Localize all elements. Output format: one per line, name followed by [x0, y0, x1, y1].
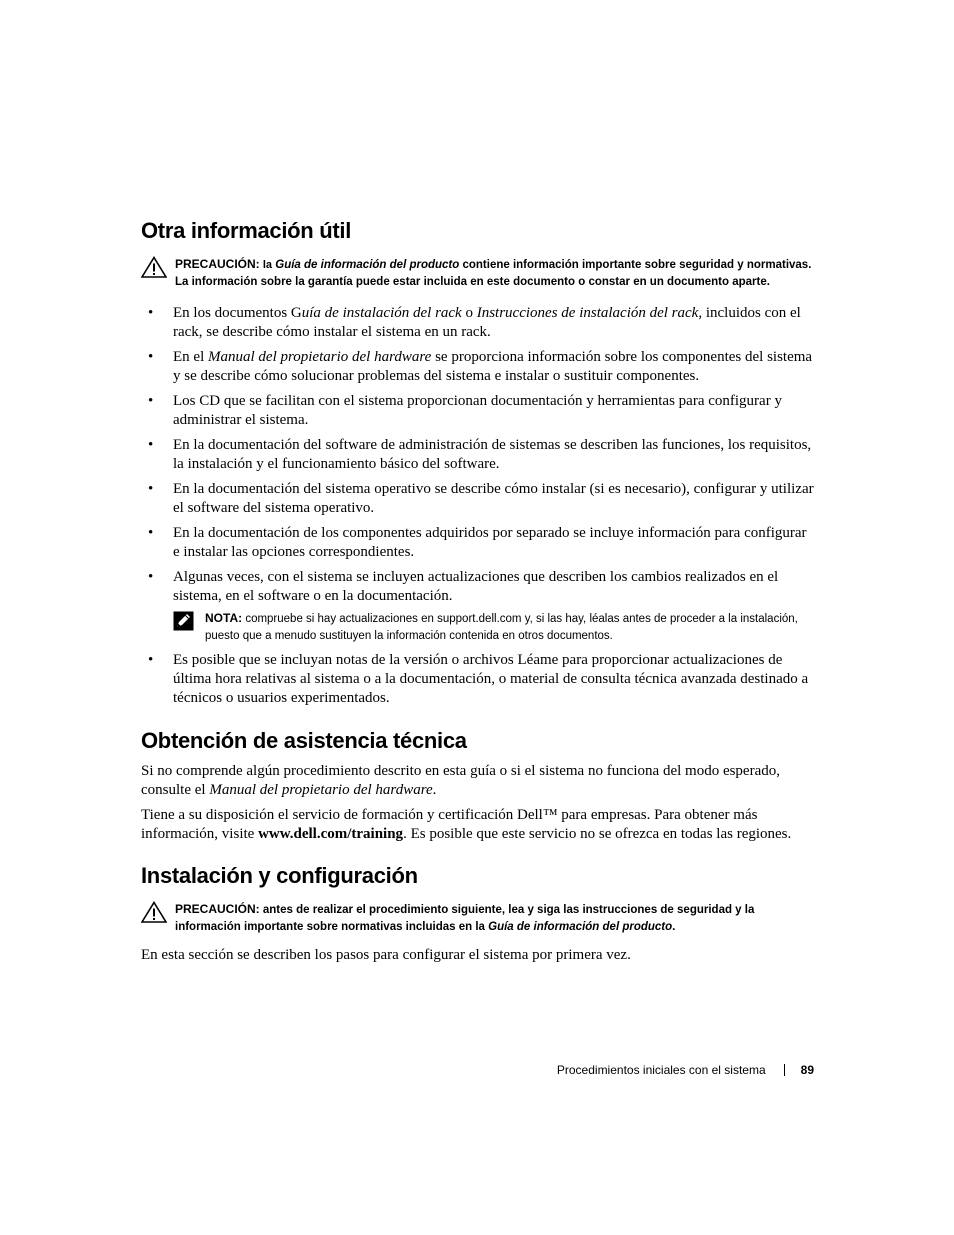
- page-footer: [557, 1062, 814, 1078]
- page-number: 89: [800, 1063, 814, 1077]
- caution-label: PRECAUCIÓN:: [175, 257, 260, 271]
- section-title-otra-informacion: Otra información útil: [141, 218, 352, 243]
- section-title-asistencia: Obtención de asistencia técnica: [141, 728, 467, 753]
- footer-chapter-title: Procedimientos iniciales con el sistema: [556, 1063, 766, 1077]
- paragraph: Tiene a su disposición el servicio de formación y certificación Dell™ para empresas. Para obtener más información, visite www.dell.com/training. Es posible que este servicio no se ofrezca en todas las regiones.: [141, 807, 792, 842]
- warning-triangle-icon: [141, 256, 167, 278]
- note-text-post: y, si las hay, léalas antes de proceder a la instalación, puesto que a menudo sustituyen la información contenida en otros documentos.: [205, 613, 798, 642]
- note-pencil-icon: [173, 611, 194, 631]
- caution-notice: [141, 256, 816, 291]
- caution-notice: [141, 901, 816, 936]
- caution-product-guide: Guía de información del producto: [488, 921, 673, 933]
- list-item: • En la documentación de los componentes adquiridos por separado se incluye información para configurar e instalar las opciones correspondientes.: [148, 525, 807, 560]
- page-content: [141, 216, 816, 971]
- caution-text-post: .: [672, 921, 676, 933]
- note-notice: [173, 610, 816, 645]
- caution-product-guide: Guía de información del producto: [275, 259, 460, 271]
- footer-separator: [784, 1064, 785, 1076]
- list-item: • En la documentación del sistema operativo se describe cómo instalar (si es necesario), configurar y utilizar el software del sistema operativo.: [148, 481, 814, 516]
- training-link[interactable]: www.dell.com/training: [258, 826, 404, 842]
- list-item: • Algunas veces, con el sistema se incluyen actualizaciones que describen los cambios realizados en el sistema, en el software o en la documentación.: [148, 569, 779, 604]
- warning-triangle-icon: [141, 901, 167, 923]
- caution-label: PRECAUCIÓN:: [175, 902, 260, 916]
- section-body: [141, 946, 816, 965]
- info-list: [141, 304, 816, 606]
- list-item: • En la documentación del software de administración de sistemas se describen las funciones, los requisitos, la instalación y el funcionamiento básico del software.: [148, 437, 812, 472]
- support-link[interactable]: support.dell.com: [437, 613, 522, 625]
- list-item: • Los CD que se facilitan con el sistema proporcionan documentación y herramientas para configurar y administrar el sistema.: [148, 393, 782, 428]
- caution-text-pre: la: [262, 259, 273, 271]
- note-text-pre: compruebe si hay actualizaciones en: [245, 613, 434, 625]
- caution-text-pre: antes de realizar el procedimiento siguiente, lea y siga las instrucciones de seguridad y la información importante sobre normativas incluidas en la: [175, 904, 755, 933]
- info-list-continued: [141, 651, 816, 708]
- paragraph: En esta sección se describen los pasos para configurar el sistema por primera vez.: [141, 947, 631, 963]
- list-item: • En el Manual del propietario del hardware se proporciona información sobre los componentes del sistema y se describe cómo solucionar problemas del sistema e instalar o sustituir componentes.: [148, 349, 813, 384]
- list-item: • Es posible que se incluyan notas de la versión o archivos Léame para proporcionar actualizaciones de última hora relativas al sistema o a la documentación, o material de consulta técnica avanzada destinado a técnicos o usuarios experimentados.: [148, 652, 809, 706]
- note-label: NOTA:: [205, 611, 243, 625]
- paragraph: Si no comprende algún procedimiento descrito en esta guía o si el sistema no funciona del modo esperado, consulte el Manual del propietario del hardware.: [141, 763, 780, 798]
- section-body: [141, 762, 816, 844]
- section-title-instalacion: Instalación y configuración: [141, 863, 418, 888]
- list-item: • En los documentos Guía de instalación del rack o Instrucciones de instalación del rack, incluidos con el rack, se describe cómo instalar el sistema en un rack.: [148, 305, 801, 340]
- caution-text-post: contiene información importante sobre seguridad y normativas. La información sobre la garantía puede estar incluida en este documento o constar en un documento aparte.: [175, 259, 812, 288]
